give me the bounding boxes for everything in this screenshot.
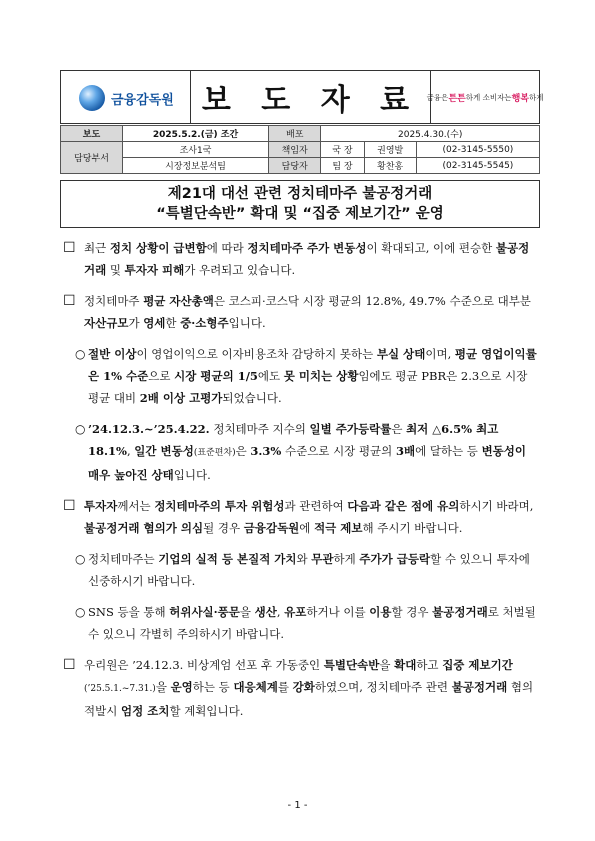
text-run: 하였으며, 정치테마주 관련 bbox=[314, 680, 452, 694]
contact-role: 팀 장 bbox=[321, 158, 364, 174]
bold-run: 금융감독원 bbox=[243, 521, 300, 535]
slogan-highlight: 행복 bbox=[511, 93, 529, 104]
paragraph-1 bbox=[60, 237, 540, 281]
bold-run: ’24.12.3.~’25.4.22. bbox=[88, 422, 210, 436]
paragraph-2a bbox=[60, 343, 540, 409]
checkbox-bullet-icon: ☐ bbox=[63, 498, 76, 514]
resp-name: 권영발 bbox=[364, 142, 416, 158]
bold-run: 자산규모 bbox=[84, 316, 129, 330]
text-run: 을 bbox=[239, 605, 255, 619]
paragraph-4 bbox=[60, 654, 540, 722]
press-body bbox=[60, 237, 540, 731]
text-run: 임에도 평균 PBR은 2.3으로 시장 평균 대비 bbox=[88, 369, 528, 405]
text-run: , bbox=[276, 605, 285, 619]
text-run: 와 bbox=[296, 552, 312, 566]
bold-run: 무관 bbox=[311, 552, 334, 566]
bold-run: 불공정거래 bbox=[84, 241, 530, 277]
paragraph-3b bbox=[60, 601, 540, 645]
text-run: 에 따라 bbox=[206, 241, 248, 255]
text-run: (’25.5.1.~7.31.) bbox=[84, 684, 156, 694]
bold-run: 특별단속반 bbox=[323, 658, 380, 672]
bold-run: 확대 bbox=[394, 658, 417, 672]
press-header bbox=[60, 70, 544, 124]
press-title: 보 도 자 료 bbox=[191, 71, 431, 123]
bold-run: 다음과 같은 점에 유의 bbox=[347, 499, 460, 513]
bold-run: 정치 상황이 급변함 bbox=[109, 241, 207, 255]
bold-run: 평균 영업이익률은 1% 수준 bbox=[88, 347, 537, 383]
slogan-highlight: 튼튼 bbox=[448, 93, 466, 104]
bold-run: 중·소형주 bbox=[180, 316, 229, 330]
text-run: 에도 bbox=[257, 369, 284, 383]
paragraph-2 bbox=[60, 290, 540, 334]
bold-run: 불공정거래 bbox=[432, 605, 488, 619]
bold-run: 못 미치는 상황 bbox=[283, 369, 359, 383]
text-run: 정치테마주는 bbox=[88, 552, 159, 566]
text-run: 해 주시기 바랍니다. bbox=[362, 521, 463, 535]
fss-globe-icon bbox=[79, 85, 105, 111]
slogan-part: 하게 bbox=[528, 92, 544, 102]
text-run: 께서는 bbox=[117, 499, 155, 513]
contact-name: 황찬홍 bbox=[364, 158, 416, 174]
text-run: 이며, bbox=[425, 347, 455, 361]
text-run: 과 관련하여 bbox=[284, 499, 348, 513]
text-run: 하시기 바라며, bbox=[459, 499, 534, 513]
bold-run: 기업의 실적 등 본질적 가치 bbox=[158, 552, 297, 566]
resp-role: 국 장 bbox=[321, 142, 364, 158]
text-run: 입니다. bbox=[228, 316, 266, 330]
bold-run: 불공정거래 bbox=[451, 680, 508, 694]
bold-run: 운영 bbox=[170, 680, 193, 694]
bold-run: 3.3% bbox=[250, 444, 282, 458]
text-run: 가 우려되고 있습니다. bbox=[184, 263, 296, 277]
text-run: 을 bbox=[155, 680, 171, 694]
text-run: 에 bbox=[299, 521, 315, 535]
text-run: 를 bbox=[277, 680, 293, 694]
bold-run: 일간 변동성 bbox=[134, 444, 194, 458]
checkbox-bullet-icon: ☐ bbox=[63, 657, 76, 673]
text-run: 할 경우 bbox=[391, 605, 433, 619]
circle-bullet-icon: ○ bbox=[75, 422, 86, 436]
text-run: 되었습니다. bbox=[222, 391, 282, 405]
headline-box bbox=[60, 180, 540, 228]
slogan-part: 하게 소비자는 bbox=[465, 92, 512, 102]
bold-run: 일별 주가등락률 bbox=[309, 422, 392, 436]
bold-run: 주가가 급등락 bbox=[359, 552, 431, 566]
text-run: 혐의 적발시 bbox=[84, 680, 534, 718]
text-run: 우리원은 ’24.12.3. 비상계엄 선포 후 가동중인 bbox=[84, 658, 324, 672]
bold-run: 허위사실·풍문 bbox=[169, 605, 240, 619]
text-run: 정치테마주 지수의 bbox=[209, 422, 310, 436]
paragraph-3a bbox=[60, 548, 540, 592]
slogan-part: 금융은 bbox=[426, 92, 449, 102]
circle-bullet-icon: ○ bbox=[75, 605, 86, 619]
text-run: 은 bbox=[235, 444, 251, 458]
text-run: 하는 등 bbox=[192, 680, 234, 694]
text-run: 할 계획입니다. bbox=[169, 704, 244, 718]
resp-phone: (02-3145-5550) bbox=[416, 142, 539, 158]
dept-label: 담당부서 bbox=[61, 142, 123, 174]
text-run: 에 달하는 등 bbox=[415, 444, 482, 458]
circle-bullet-icon: ○ bbox=[75, 347, 86, 361]
bold-run: 이용 bbox=[369, 605, 392, 619]
bold-run: 시장 평균의 1/5 bbox=[174, 369, 258, 383]
text-run: 수준으로 시장 평균의 bbox=[281, 444, 396, 458]
bold-run: 3배 bbox=[395, 444, 416, 458]
bold-run: 2배 이상 고평가 bbox=[139, 391, 223, 405]
text-run: 정치테마주 bbox=[84, 294, 144, 308]
bold-run: 집중 제보기간 bbox=[442, 658, 513, 672]
text-run: 가 bbox=[128, 316, 144, 330]
contact-phone: (02-3145-5545) bbox=[416, 158, 539, 174]
text-run: 최근 bbox=[84, 241, 110, 255]
headline-line2: “특별단속반” 확대 및 “집중 제보기간” 운영 bbox=[156, 206, 444, 222]
text-run: 할 수 있으니 투자에 신중하시기 바랍니다. bbox=[88, 552, 530, 588]
circle-bullet-icon: ○ bbox=[75, 552, 86, 566]
slogan bbox=[426, 71, 544, 123]
bold-run: 평균 자산총액 bbox=[143, 294, 214, 308]
distribute-label: 배포 bbox=[269, 126, 321, 142]
bold-run: 정치테마주의 투자 위험성 bbox=[154, 499, 285, 513]
text-run: 한 bbox=[165, 316, 181, 330]
text-run: 로 처벌될 수 있으니 각별히 주의하시기 바랍니다. bbox=[88, 605, 536, 641]
distribute-value: 2025.4.30.(수) bbox=[321, 126, 540, 142]
bold-run: 적극 제보 bbox=[314, 521, 363, 535]
bold-run: 대응체계 bbox=[233, 680, 278, 694]
bold-run: 불공정거래 혐의가 의심 bbox=[84, 521, 204, 535]
text-run: 및 bbox=[106, 263, 125, 277]
checkbox-bullet-icon: ☐ bbox=[63, 293, 76, 309]
text-run: SNS 등을 통해 bbox=[88, 605, 170, 619]
release-value: 2025.5.2.(금) 조간 bbox=[123, 126, 269, 142]
page-number: - 1 - bbox=[287, 800, 308, 811]
text-run: 이 영업이익으로 이자비용조차 감당하지 못하는 bbox=[136, 347, 377, 361]
bold-run: 부실 상태 bbox=[376, 347, 426, 361]
bold-run: 최저 △6.5% 최고 18.1% bbox=[88, 422, 499, 458]
text-run: , bbox=[126, 444, 135, 458]
logo-text: 금융감독원 bbox=[111, 93, 174, 108]
text-run: 하거나 이를 bbox=[306, 605, 370, 619]
checkbox-bullet-icon: ☐ bbox=[63, 240, 76, 256]
bold-run: 영세 bbox=[143, 316, 166, 330]
text-run: 될 경우 bbox=[203, 521, 244, 535]
bold-run: 정치테마주 주가 변동성 bbox=[247, 241, 367, 255]
text-run: 이 확대되고, 이에 편승한 bbox=[366, 241, 496, 255]
dept-line1: 조사1국 bbox=[123, 142, 269, 158]
bold-run: 변동성이 매우 높아진 상태 bbox=[88, 444, 527, 482]
bold-run: 절반 이상 bbox=[88, 347, 137, 361]
text-run: 으로 bbox=[148, 369, 175, 383]
bold-run: 투자자 bbox=[84, 499, 118, 513]
text-run: 하고 bbox=[416, 658, 443, 672]
text-run: 은 코스피·코스닥 시장 평균의 12.8%, 49.7% 수준으로 대부분 bbox=[213, 294, 531, 308]
bold-run: 생산 bbox=[254, 605, 277, 619]
bold-run: 엄정 조치 bbox=[120, 704, 170, 718]
resp-label: 책임자 bbox=[269, 142, 321, 158]
release-info-table bbox=[60, 125, 540, 174]
paragraph-3 bbox=[60, 495, 540, 539]
text-run: 은 bbox=[391, 422, 407, 436]
bold-run: 강화 bbox=[292, 680, 315, 694]
dept-line2: 시장정보분석팀 bbox=[123, 158, 269, 174]
text-run: (표준편차) bbox=[193, 448, 236, 458]
bold-run: 투자자 피해 bbox=[124, 263, 185, 277]
bold-run: 유포 bbox=[284, 605, 307, 619]
paragraph-2b bbox=[60, 418, 540, 486]
text-run: 입니다. bbox=[173, 468, 211, 482]
contact-label: 담당자 bbox=[269, 158, 321, 174]
fss-logo bbox=[61, 71, 191, 123]
release-label: 보도 bbox=[61, 126, 123, 142]
headline-line1: 제21대 대선 관련 정치테마주 불공정거래 bbox=[167, 186, 433, 202]
text-run: 하게 bbox=[333, 552, 360, 566]
text-run: 을 bbox=[379, 658, 395, 672]
